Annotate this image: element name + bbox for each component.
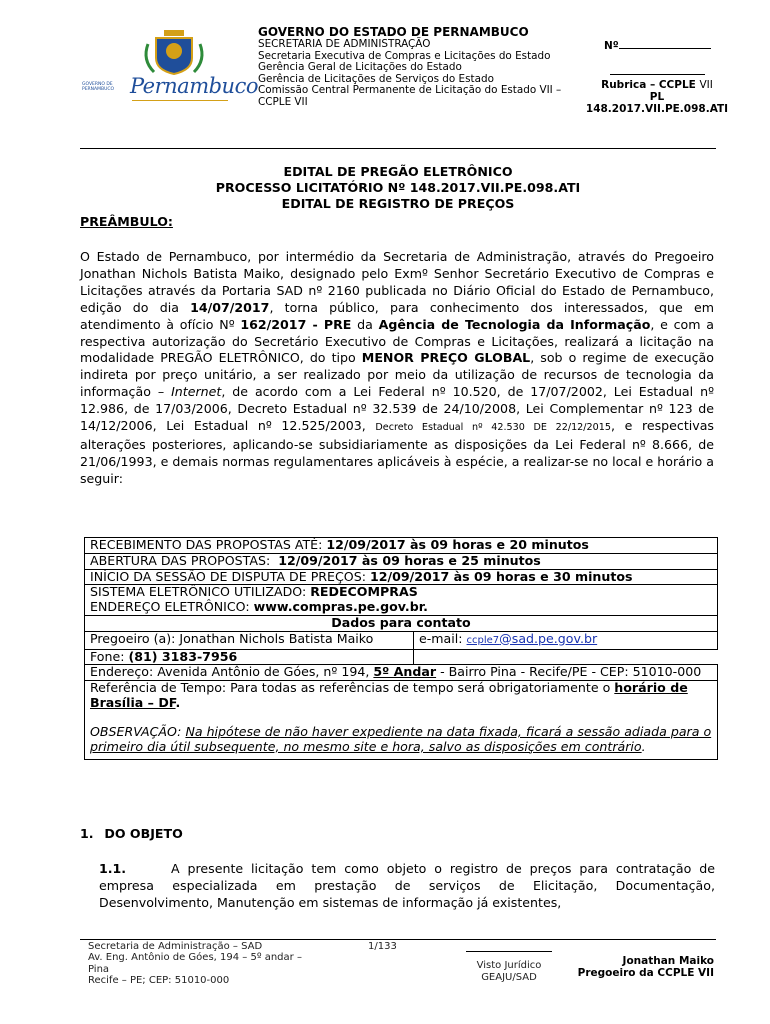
logo-wordmark: Pernambuco (130, 74, 258, 98)
header-general-management: Gerência Geral de Licitações do Estado (258, 61, 462, 74)
logo-underline (132, 100, 228, 101)
agency-name: Agência de Tecnologia da Informação (378, 316, 651, 332)
document-titles (80, 164, 716, 212)
table-row (85, 615, 718, 631)
table-row (85, 681, 718, 760)
numero-blank-line (619, 38, 711, 49)
signer-name: Jonathan Maiko (622, 955, 714, 967)
preambulo-text: , de acordo com a Lei Federal nº 10.520, de 17/07/2002, Lei Estadual nº 12.986, de 17/03/2006, Decreto Estadual nº 32.539 de 24/10/2008, Lei Complementar nº 123 de 14/12/2006, Lei Estadual nº 12.525/2003, (80, 384, 714, 434)
numero-label: Nº (604, 40, 619, 52)
table-row (85, 538, 718, 554)
email-user[interactable]: ccple7 (466, 634, 500, 646)
oficio-number: 162/2017 - PRE (240, 316, 352, 332)
table-row (85, 631, 718, 649)
header-government: GOVERNO DO ESTADO DE PERNAMBUCO (258, 25, 529, 39)
decree-reference: Decreto Estadual nº 42.530 DE 22/12/2015 (375, 422, 611, 434)
fone-label: Fone: (90, 648, 129, 664)
abertura-cell (85, 553, 718, 569)
endereco-andar: 5º Andar (373, 664, 437, 680)
inicio-value: 12/09/2017 às 09 horas e 30 minutos (369, 568, 633, 584)
footer-address-line: Secretaria de Administração – SAD (88, 941, 263, 952)
header-services-management: Gerência de Licitações de Serviços do Estado (258, 72, 494, 85)
preambulo-text: , torna público, para conhecimento dos interessados, que em atendimento à ofício Nº (80, 299, 714, 332)
header-executive: Secretaria Executiva de Compras e Licitações do Estado (258, 49, 551, 62)
rubrica-code: PL 148.2017.VII.PE.098.ATI (585, 91, 729, 115)
preambulo-text: , e respectivas alterações posteriores, aplicando-se subsidiariamente as disposições da Lei Federal nº 8.666, de 21/06/1993, e demais normas regulamentares aplicáveis à espécie, a realizar-se no local e horário a seguir: (80, 418, 714, 486)
institution-header (258, 26, 588, 109)
email-link[interactable] (467, 631, 598, 646)
sistema-cell (85, 585, 718, 616)
spacer (90, 711, 712, 725)
item-number: 1.1. (99, 861, 127, 876)
item-text: A presente licitação tem como objeto o registro de preços para contratação de empresa especializada em prestação de serviços de Elicitação, Documentação, Desenvolvimento, Manutenção em sistemas de informação já existentes, (99, 861, 715, 910)
bid-schedule-table (84, 537, 718, 760)
header-secretariat: SECRETARIA DE ADMINISTRAÇÃO (258, 38, 431, 50)
rubrica-block (582, 38, 732, 115)
preambulo-text: da (351, 316, 379, 332)
header-divider (80, 148, 716, 149)
footer-divider (80, 939, 716, 940)
endereco-eletronico-value: www.compras.pe.gov.br. (253, 599, 428, 615)
bid-type: MENOR PREÇO GLOBAL (361, 350, 531, 366)
preambulo-paragraph (80, 249, 714, 488)
numero-field (582, 38, 732, 52)
recebimento-label: RECEBIMENTO DAS PROPOSTAS ATÉ: (90, 537, 327, 552)
referencia-end: . (175, 694, 181, 710)
preambulo-text: , e com a respectiva autorização do Secretário Executivo de Compras e Licitações, realizará a licitação na modalidade PREGÃO ELETRÔNICO, do tipo (80, 316, 714, 366)
preambulo-heading: PREÂMBULO: (80, 214, 173, 229)
table-row (85, 665, 718, 681)
endereco-cell (85, 665, 718, 681)
title-registro: EDITAL DE REGISTRO DE PREÇOS (281, 196, 515, 211)
horario-brasilia: horário de Brasília – DF (90, 680, 688, 710)
recebimento-value: 12/09/2017 às 09 horas e 20 minutos (326, 537, 589, 552)
visto-juridico (466, 951, 552, 983)
section-title: DO OBJETO (104, 826, 183, 841)
table-row (85, 585, 718, 616)
rubrica-vii: VII (699, 79, 713, 91)
sistema-label: SISTEMA ELETRÔNICO UTILIZADO: (90, 584, 311, 600)
observacao (90, 724, 711, 754)
abertura-label: ABERTURA DAS PROPOSTAS: (90, 552, 279, 568)
logo-small-text: GOVERNO DE PERNAMBUCO (82, 82, 115, 92)
email-domain[interactable]: @sad.pe.gov.br (499, 630, 598, 646)
footer-address-line: Av. Eng. Antônio de Góes, 194 – 5º andar – Pina (88, 952, 302, 975)
publication-date: 14/07/2017 (190, 299, 270, 315)
abertura-value: 12/09/2017 às 09 horas e 25 minutos (278, 552, 541, 568)
table-row (85, 649, 718, 665)
preambulo-text: O Estado de Pernambuco, por intermédio da Secretaria de Administração, através do Pregoeiro Jonathan Nichols Batista Maiko, designado pelo Exmº Senhor Secretário Executivo de Compras e Licitações através da Portaria SAD nº 2160 publicada no Diário Oficial do Estado de Pernambuco, edição do dia (80, 249, 714, 315)
section-number: 1. (80, 826, 94, 841)
preambulo-text: , sob o regime de execução indireta por preço unitário, a ser realizado por meio da utilização de recursos de tecnologia da informação – (80, 350, 714, 400)
recebimento-cell (85, 538, 718, 554)
observacao-label: OBSERVAÇÃO: (90, 723, 186, 739)
signer-role: Pregoeiro da CCPLE VII (577, 967, 714, 979)
visto-line (466, 951, 552, 952)
endereco-eletronico-label: ENDEREÇO ELETRÔNICO: (90, 599, 254, 615)
page-number: 1/133 (368, 941, 397, 952)
header-commission: Comissão Central Permanente de Licitação do Estado VII – CCPLE VII (258, 84, 562, 108)
footer-address-line: Recife – PE; CEP: 51010-000 (88, 975, 230, 987)
visto-department: GEAJU/SAD (481, 971, 537, 983)
contato-heading: Dados para contato (85, 615, 718, 631)
fone-value: (81) 3183-7956 (128, 648, 238, 664)
section-objeto-heading (80, 826, 183, 841)
rubrica-label: Rubrica – CCPLE (601, 79, 696, 91)
footer-address (88, 941, 308, 987)
fone-cell (85, 649, 414, 665)
rubrica-line (610, 74, 705, 75)
signature-block (560, 955, 714, 979)
sistema-value: REDECOMPRAS (310, 584, 418, 600)
inicio-cell (85, 569, 718, 585)
observacao-end: . (641, 738, 646, 754)
pernambuco-logo (82, 28, 258, 108)
referencia-text: Referência de Tempo: Para todas as referências de tempo será obrigatoriamente o (90, 680, 615, 696)
rubrica-text (582, 79, 732, 115)
title-edital: EDITAL DE PREGÃO ELETRÔNICO (283, 164, 513, 179)
internet-term: Internet (171, 384, 222, 400)
observacao-text: Na hipótese de não haver expediente na data fixada, ficará a sessão adiada para o primeiro dia útil subsequente, no mesmo site e hora, salvo as disposições em contrário (90, 723, 712, 754)
inicio-label: INÍCIO DA SESSÃO DE DISPUTA DE PREÇOS: (90, 568, 370, 584)
referencia-cell (85, 681, 718, 760)
visto-label: Visto Jurídico (476, 960, 542, 971)
email-label: e-mail: (419, 630, 467, 646)
item-1-1 (99, 860, 715, 911)
endereco-text: Endereço: Avenida Antônio de Góes, nº 194, (90, 664, 374, 680)
pregoeiro-cell: Pregoeiro (a): Jonathan Nichols Batista Maiko (85, 631, 414, 649)
title-processo: PROCESSO LICITATÓRIO Nº 148.2017.VII.PE.098.ATI (215, 180, 581, 195)
email-cell (414, 631, 718, 649)
table-row (85, 569, 718, 585)
empty-cell (414, 649, 718, 665)
table-row (85, 553, 718, 569)
endereco-text: - Bairro Pina - Recife/PE - CEP: 51010-000 (436, 664, 702, 680)
